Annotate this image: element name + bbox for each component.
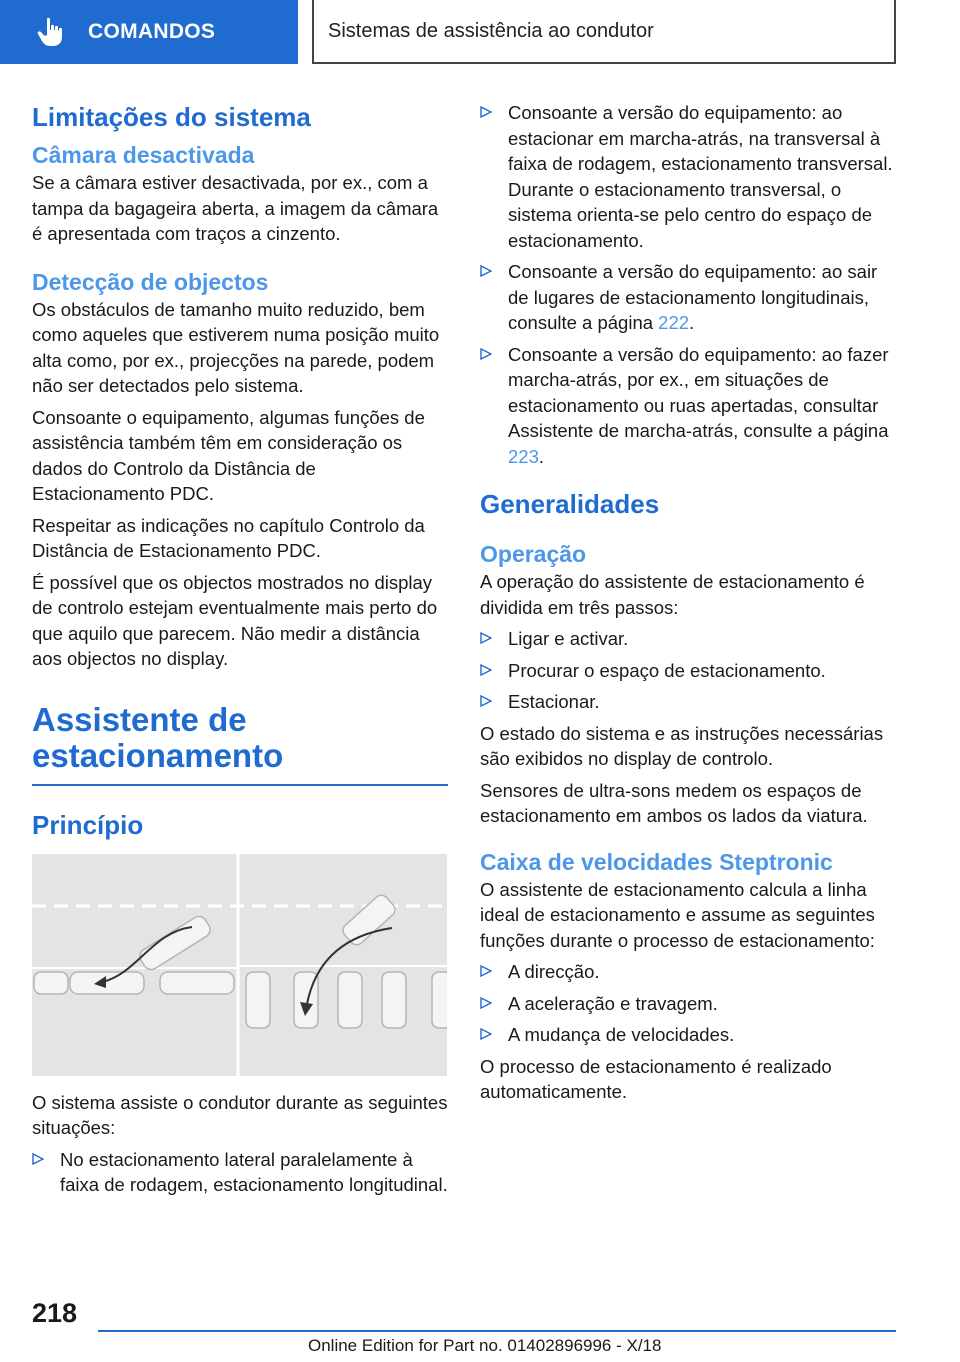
functions-list — [480, 959, 894, 1048]
list-item: Consoante a versão do equipamento: ao fazer marcha-atrás, por ex., em situações de estacionamento ou ruas apertadas, consultar Assistente de marcha-atrás, consulte a página 223. — [480, 342, 894, 470]
paragraph-detection-1: Os obstáculos de tamanho muito reduzido, bem como aqueles que estiverem numa posição muito alta como, por ex., projecções na parede, podem não ser detectados pelo sistema. — [32, 298, 440, 396]
situations-list — [32, 1147, 448, 1198]
heading-general: Generalidades — [480, 489, 660, 519]
list-item — [480, 991, 894, 1017]
heading-principle: Princípio — [32, 809, 144, 840]
list-item — [480, 1022, 894, 1048]
heading-steptronic: Caixa de velocidades Steptronic — [480, 848, 833, 875]
list-item-text: Estacionar. — [508, 691, 600, 712]
header-tab-label: COMANDOS — [88, 20, 216, 43]
triangle-right-icon — [480, 997, 492, 1009]
paragraph-detection-2: Consoante o equipamento, algumas funções de assistência também têm em consideração os dados do Controlo da Distância de Estacionamento PDC. — [32, 406, 425, 504]
page-link-222[interactable]: 222 — [658, 312, 690, 333]
paragraph-detection-4: É possível que os objectos mostrados no display de controlo estejam eventualmente mais perto do que aquilo que parecem. Não medir a distância aos objectos no display. — [32, 571, 438, 669]
list-item — [480, 100, 894, 253]
footer-edition: Online Edition for Part no. 01402896996 - X/18 — [308, 1336, 662, 1355]
heading-parking-assistant: Assistente de estacionamento — [32, 702, 448, 786]
parking-illustration — [32, 854, 447, 1076]
list-item-text: A aceleração e travagem. — [508, 992, 718, 1014]
triangle-right-icon — [480, 106, 492, 118]
paragraph-sensors: Sensores de ultra-sons medem os espaços de estacionamento em ambos os lados da viatura. — [480, 779, 868, 826]
footer-divider — [98, 1330, 896, 1332]
heading-operation: Operação — [480, 541, 587, 567]
list-item-text: A direcção. — [508, 961, 600, 982]
list-item — [32, 1147, 448, 1198]
paragraph-detection-3: Respeitar as indicações no capítulo Controlo da Distância de Estacionamento PDC. — [32, 514, 425, 561]
paragraph-operation: A operação do assistente de estacionamento é dividida em três passos: — [480, 571, 865, 618]
triangle-right-icon — [480, 664, 492, 676]
triangle-right-icon — [480, 1028, 492, 1040]
list-item-text: Consoante a versão do equipamento: ao estacionar em marcha-atrás, na transversal à faixa de rodagem, estacionamento transversal. Durante o estacionamento transversal, o sistema orienta-se pelo centro do espaço de estacionamento. — [508, 102, 893, 251]
list-item-text: A mudança de velocidades. — [508, 1024, 735, 1045]
list-item-text: Consoante a versão do equipamento: ao sair de lugares de estacionamento longitudinais, consulte a página — [508, 261, 878, 333]
heading-detection: Detecção de objectos — [32, 268, 269, 295]
paragraph-camera: Se a câmara estiver desactivada, por ex., com a tampa da bagageira aberta, a imagem da câmara é apresentada com traços a cinzento. — [32, 172, 439, 244]
left-column — [32, 100, 448, 1204]
list-item — [480, 959, 894, 985]
paragraph-automatic: O processo de estacionamento é realizado automaticamente. — [480, 1055, 832, 1102]
paragraph-situations: O sistema assiste o condutor durante as seguintes situações: — [32, 1091, 448, 1138]
heading-camera: Câmara desactivada — [32, 142, 255, 168]
header-title-box — [312, 0, 896, 64]
page-number: 218 — [32, 1298, 78, 1328]
triangle-right-icon — [480, 265, 492, 277]
list-item-text: No estacionamento lateral paralelamente à faixa de rodagem, estacionamento longitudinal. — [60, 1148, 448, 1195]
page-link-223[interactable]: 223 — [508, 445, 539, 467]
list-item-text: Ligar e activar. — [508, 628, 629, 649]
list-item — [480, 626, 894, 652]
header-tab — [0, 0, 298, 64]
list-item — [480, 658, 894, 684]
heading-limitations: Limitações do sistema — [32, 102, 311, 132]
triangle-right-icon — [480, 695, 492, 707]
paragraph-steptronic: O assistente de estacionamento calcula a linha ideal de estacionamento e assume as seguintes funções durante o processo de estacionamento: — [480, 878, 875, 951]
list-item: Consoante a versão do equipamento: ao sair de lugares de estacionamento longitudinais, consulte a página 222. — [480, 259, 894, 336]
triangle-right-icon — [480, 632, 492, 644]
paragraph-status: O estado do sistema e as instruções necessárias são exibidos no display de controlo. — [480, 722, 884, 769]
list-item-text: Procurar o espaço de estacionamento. — [508, 659, 826, 681]
section-title: Sistemas de assistência ao condutor — [328, 19, 654, 42]
right-column — [480, 100, 894, 1111]
hand-pointer-icon — [34, 15, 68, 49]
situations-list-continued — [480, 100, 894, 469]
list-item-text: Consoante a versão do equipamento: ao fazer marcha-atrás, por ex., em situações de estacionamento ou ruas apertadas, consultar Assistente de marcha-atrás, consulte a página — [508, 343, 889, 441]
triangle-right-icon — [480, 348, 492, 360]
triangle-right-icon — [480, 965, 492, 977]
list-item — [480, 689, 894, 715]
steps-list — [480, 626, 894, 715]
triangle-right-icon — [32, 1153, 44, 1165]
